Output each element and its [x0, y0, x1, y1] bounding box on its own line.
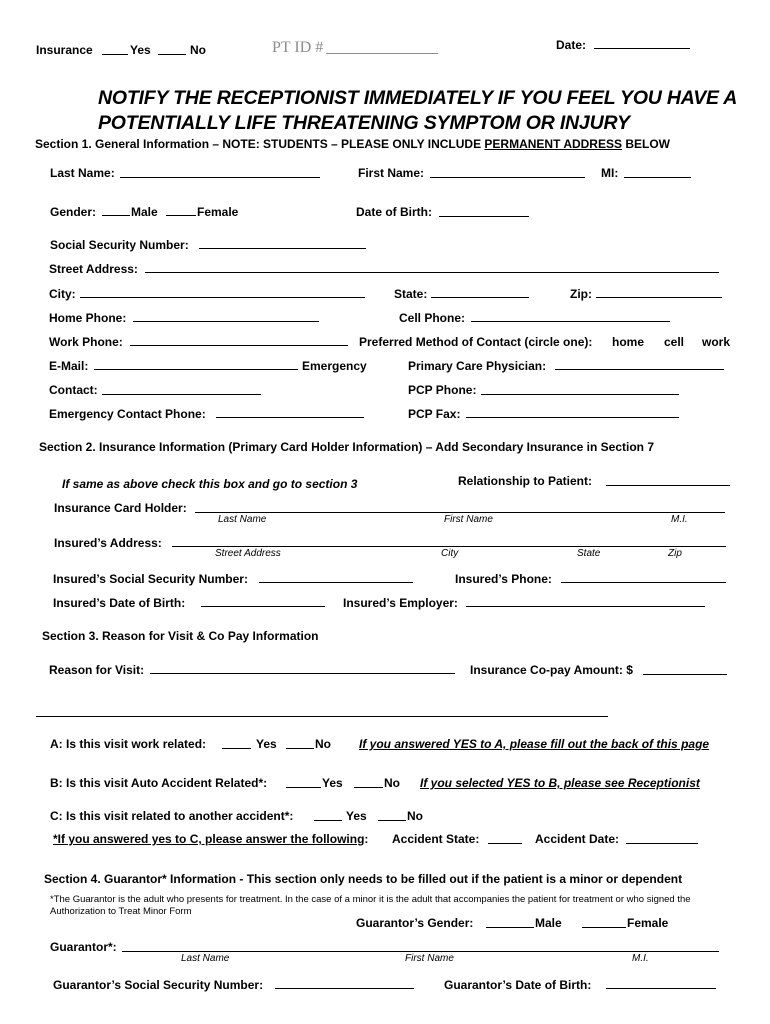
relationship-label: Relationship to Patient:: [458, 474, 593, 488]
card-holder-label: Insurance Card Holder:: [54, 501, 187, 515]
question-a-yes: Yes: [256, 737, 277, 751]
date-field[interactable]: [594, 48, 690, 49]
dob-field[interactable]: [439, 216, 529, 217]
card-holder-sub-mi: M.I.: [671, 514, 688, 525]
insured-ssn-field[interactable]: [259, 582, 413, 583]
mi-field[interactable]: [624, 177, 691, 178]
emergency-phone-label: Emergency Contact Phone:: [49, 407, 206, 421]
guarantor-label: Guarantor*:: [50, 940, 117, 954]
question-b-no: No: [384, 776, 400, 790]
question-c-note-colon: :: [364, 832, 369, 846]
question-a-label: A: Is this visit work related:: [50, 737, 207, 751]
insured-ssn-label: Insured’s Social Security Number:: [53, 572, 248, 586]
street-label: Street Address:: [49, 262, 138, 276]
question-a-yes-line[interactable]: [222, 748, 251, 749]
question-b-label: B: Is this visit Auto Accident Related*:: [50, 776, 268, 790]
email-field[interactable]: [94, 369, 298, 370]
guarantor-note: *The Guarantor is the adult who presents for treatment. In the case of a minor it is the adult that accompanies the patient for treatment or who signed the Authorization to Treat Minor Form: [50, 894, 691, 917]
question-c-label: C: Is this visit related to another accident*:: [50, 809, 294, 823]
question-c-no: No: [407, 809, 423, 823]
pcp-fax-field[interactable]: [466, 417, 679, 418]
zip-label: Zip:: [570, 287, 592, 301]
insurance-yes-label: Yes: [130, 43, 151, 57]
state-field[interactable]: [431, 297, 529, 298]
guarantor-ssn-field[interactable]: [275, 988, 414, 989]
state-label: State:: [394, 287, 428, 301]
last-name-field[interactable]: [120, 177, 320, 178]
reason-continuation-line[interactable]: [36, 716, 608, 717]
notice-line-2: POTENTIALLY LIFE THREATENING SYMPTOM OR INJURY: [98, 112, 630, 134]
guarantor-gender-label: Guarantor’s Gender:: [356, 916, 474, 930]
question-c-yes: Yes: [346, 809, 367, 823]
question-c-yes-line[interactable]: [314, 820, 342, 821]
pcp-field[interactable]: [555, 369, 724, 370]
section1-title: [35, 137, 670, 151]
home-phone-label: Home Phone:: [49, 311, 127, 325]
work-phone-label: Work Phone:: [49, 335, 123, 349]
question-b-yes-line[interactable]: [286, 787, 321, 788]
accident-date-field[interactable]: [626, 843, 698, 844]
question-c-no-line[interactable]: [378, 820, 406, 821]
email-label: E-Mail:: [49, 359, 89, 373]
cell-phone-label: Cell Phone:: [399, 311, 466, 325]
insured-phone-field[interactable]: [561, 582, 726, 583]
question-b-yes: Yes: [322, 776, 343, 790]
ssn-field[interactable]: [199, 248, 366, 249]
insurance-no-line[interactable]: [158, 54, 186, 55]
insurance-no-label: No: [190, 43, 206, 57]
guarantor-dob-field[interactable]: [606, 988, 716, 989]
insured-address-label: Insured’s Address:: [54, 536, 162, 550]
insured-employer-field[interactable]: [466, 606, 705, 607]
card-holder-field[interactable]: [195, 512, 725, 513]
pcp-fax-label: PCP Fax:: [408, 407, 461, 421]
guarantor-male-label: Male: [535, 916, 562, 930]
pcp-phone-field[interactable]: [481, 394, 679, 395]
copay-field[interactable]: [643, 674, 727, 675]
ptid-field[interactable]: [326, 53, 438, 54]
section1-title-tail: BELOW: [622, 137, 670, 151]
card-holder-sub-first: First Name: [444, 514, 493, 525]
card-holder-sub-last: Last Name: [218, 514, 267, 525]
emergency-contact-field[interactable]: [102, 394, 261, 395]
copay-label: Insurance Co-pay Amount: $: [470, 663, 633, 677]
same-as-above-checkbox-label[interactable]: If same as above check this box and go to section 3: [62, 477, 358, 491]
insurance-label: Insurance: [36, 43, 93, 57]
question-c-note-row: [53, 832, 368, 846]
guarantor-name-field[interactable]: [122, 951, 719, 952]
question-b-no-line[interactable]: [354, 787, 383, 788]
reason-label: Reason for Visit:: [49, 663, 145, 677]
insured-address-field[interactable]: [172, 546, 726, 547]
guarantor-dob-label: Guarantor’s Date of Birth:: [444, 978, 592, 992]
mi-label: MI:: [601, 166, 619, 180]
gender-female-line[interactable]: [166, 215, 196, 216]
relationship-field[interactable]: [606, 485, 730, 486]
insured-employer-label: Insured’s Employer:: [343, 596, 458, 610]
work-phone-field[interactable]: [130, 345, 348, 346]
first-name-label: First Name:: [358, 166, 425, 180]
insured-phone-label: Insured’s Phone:: [455, 572, 552, 586]
date-label: Date:: [556, 38, 587, 52]
emergency-phone-field[interactable]: [216, 417, 364, 418]
guarantor-male-line[interactable]: [486, 927, 534, 928]
guarantor-sub-first: First Name: [405, 953, 454, 964]
accident-date-label: Accident Date:: [535, 832, 620, 846]
first-name-field[interactable]: [430, 177, 585, 178]
insured-dob-label: Insured’s Date of Birth:: [53, 596, 186, 610]
preferred-contact-label: Preferred Method of Contact (circle one):: [359, 335, 593, 349]
guarantor-ssn-label: Guarantor’s Social Security Number:: [53, 978, 264, 992]
question-c-note: *If you answered yes to C, please answer the following: [53, 832, 365, 846]
section4-title: Section 4. Guarantor* Information - This section only needs to be filled out if the patient is a minor or dependent: [44, 872, 683, 886]
gender-male-label: Male: [131, 205, 158, 219]
accident-state-label: Accident State:: [392, 832, 480, 846]
emergency-label: Emergency: [302, 359, 367, 373]
insurance-yes-line[interactable]: [102, 54, 128, 55]
guarantor-sub-last: Last Name: [181, 953, 230, 964]
ptid-label: PT ID #: [272, 39, 324, 56]
reason-field[interactable]: [150, 673, 455, 674]
section1-title-underlined: PERMANENT ADDRESS: [484, 137, 622, 151]
guarantor-female-line[interactable]: [582, 927, 626, 928]
guarantor-sub-mi: M.I.: [632, 953, 649, 964]
section2-title: Section 2. Insurance Information (Primary Card Holder Information) – Add Secondary Insurance in Section 7: [39, 440, 655, 454]
address-sub-state: State: [577, 548, 601, 559]
gender-male-line[interactable]: [102, 215, 130, 216]
question-a-no: No: [315, 737, 331, 751]
section1-title-text: Section 1. General Information – NOTE: STUDENTS – PLEASE ONLY INCLUDE: [35, 137, 485, 151]
notice-line-1: NOTIFY THE RECEPTIONIST IMMEDIATELY IF YOU FEEL YOU HAVE A: [98, 87, 738, 109]
gender-label: Gender:: [50, 205, 97, 219]
pref-option-work[interactable]: work: [702, 335, 731, 349]
pref-option-home[interactable]: home: [612, 335, 645, 349]
address-sub-street: Street Address: [215, 548, 281, 559]
question-a-no-line[interactable]: [286, 748, 314, 749]
pcp-label: Primary Care Physician:: [408, 359, 547, 373]
street-field[interactable]: [145, 272, 719, 273]
last-name-label: Last Name:: [50, 166, 115, 180]
city-field[interactable]: [80, 297, 365, 298]
home-phone-field[interactable]: [133, 321, 319, 322]
question-b-note: If you selected YES to B, please see Receptionist: [420, 776, 700, 790]
ssn-label: Social Security Number:: [50, 238, 189, 252]
gender-female-label: Female: [197, 205, 239, 219]
guarantor-female-label: Female: [627, 916, 669, 930]
address-sub-zip: Zip: [668, 548, 682, 559]
section3-title: Section 3. Reason for Visit & Co Pay Information: [42, 629, 319, 643]
address-sub-city: City: [441, 548, 459, 559]
pcp-phone-label: PCP Phone:: [408, 383, 477, 397]
dob-label: Date of Birth:: [356, 205, 432, 219]
emergency-contact-label: Contact:: [49, 383, 98, 397]
insured-dob-field[interactable]: [201, 606, 325, 607]
pref-option-cell[interactable]: cell: [664, 335, 685, 349]
question-a-note: If you answered YES to A, please fill out the back of this page: [359, 737, 710, 751]
accident-state-field[interactable]: [488, 843, 522, 844]
zip-field[interactable]: [596, 297, 722, 298]
cell-phone-field[interactable]: [471, 321, 670, 322]
city-label: City:: [49, 287, 76, 301]
